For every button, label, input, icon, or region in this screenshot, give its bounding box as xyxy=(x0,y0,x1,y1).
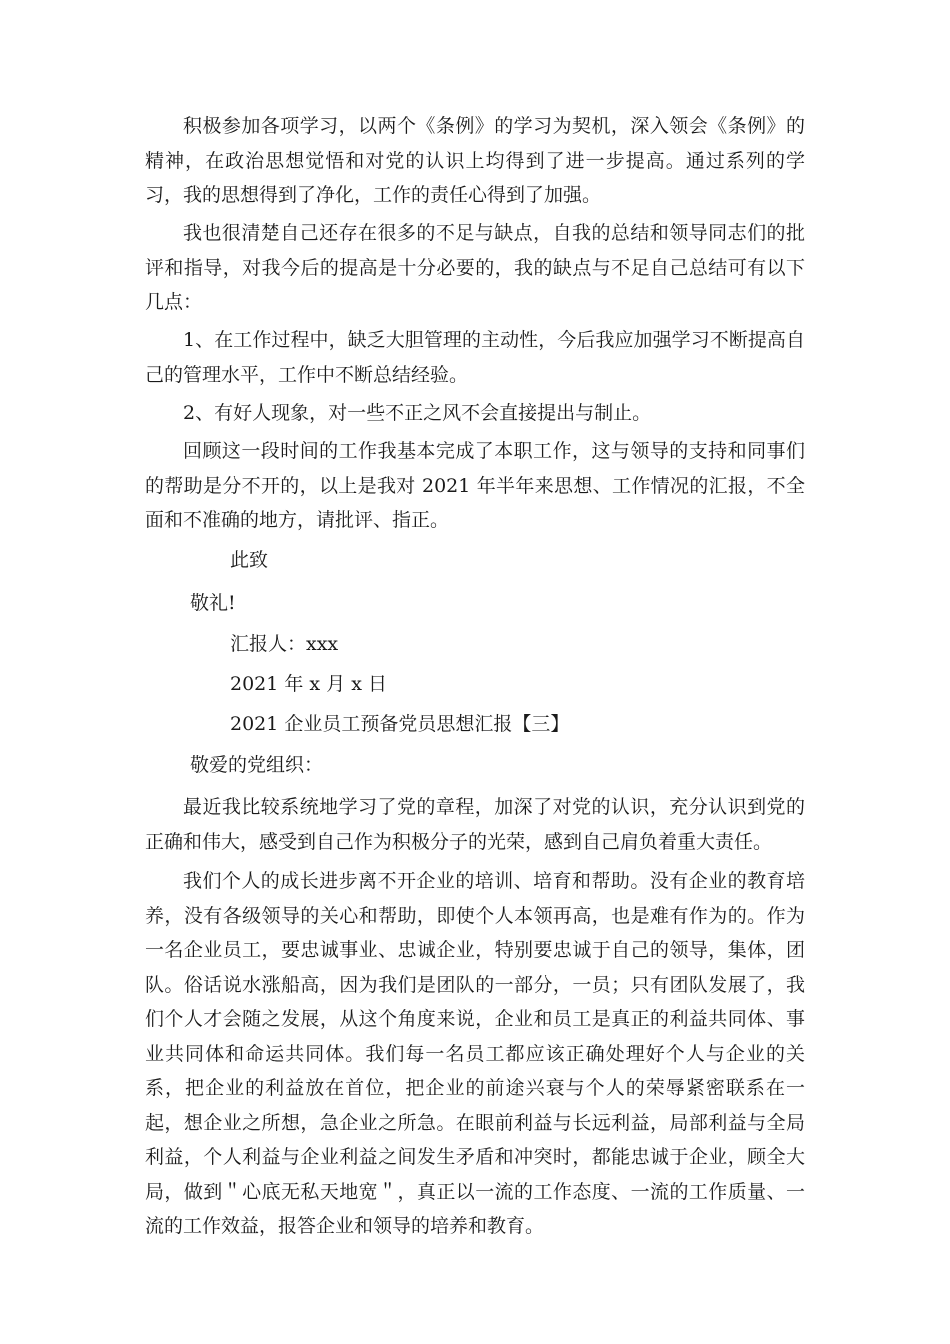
closing-regards: 敬礼! xyxy=(190,592,236,614)
date-line: 2021 年 x 月 x 日 xyxy=(230,673,387,695)
paragraph-point-2: 2、有好人现象，对一些不正之风不会直接提出与制止。 xyxy=(183,402,652,424)
paragraph-enterprise: 我们个人的成长进步离不开企业的培训、培育和帮助。没有企业的教育培养，没有各级领导的关心和帮助，即使个人本领再高，也是难有作为的。作为一名企业员工，要忠诚事业、忠诚企业，特别要忠诚于自己的领导，集体，团队。俗话说水涨船高，因为我们是团队的一部分，一员；只有团队发展了，我们个人才会随之发展，从这个角度来说，企业和员工是真正的利益共同体、事业共同体和命运共同体。我们每一名员工都应该正确处理好个人与企业的关系，把企业的利益放在首位，把企业的前途兴衰与个人的荣辱紧密联系在一起，想企业之所想，急企业之所急。在眼前利益与长远利益，局部利益与全局利益，个人利益与企业利益之间发生矛盾和冲突时，都能忠诚于企业，顾全大局，做到＂心底无私天地宽＂，真正以一流的工作态度、一流的工作质量、一流的工作效益，报答企业和领导的培养和教育。 xyxy=(145,870,805,1237)
paragraph-study: 积极参加各项学习，以两个《条例》的学习为契机，深入领会《条例》的精神，在政治思想觉悟和对党的认识上均得到了进一步提高。通过系列的学习，我的思想得到了净化，工作的责任心得到了加强。 xyxy=(145,115,805,206)
section-title: 2021 企业员工预备党员思想汇报【三】 xyxy=(230,713,570,735)
reporter-line: 汇报人：xxx xyxy=(230,633,339,655)
paragraph-review: 回顾这一段时间的工作我基本完成了本职工作，这与领导的支持和同事们的帮助是分不开的，以上是我对 2021 年半年来思想、工作情况的汇报，不全面和不准确的地方，请批评、指正。 xyxy=(145,440,805,531)
paragraph-shortcomings: 我也很清楚自己还存在很多的不足与缺点，自我的总结和领导同志们的批评和指导，对我今后的提高是十分必要的，我的缺点与不足自己总结可有以下几点： xyxy=(145,222,805,313)
closing-salutation: 此致 xyxy=(230,549,269,571)
paragraph-point-1: 1、在工作过程中，缺乏大胆管理的主动性，今后我应加强学习不断提高自己的管理水平，工作中不断总结经验。 xyxy=(145,329,805,386)
paragraph-party-study: 最近我比较系统地学习了党的章程，加深了对党的认识，充分认识到党的正确和伟大，感受到自己作为积极分子的光荣，感到自己肩负着重大责任。 xyxy=(145,796,805,853)
greeting: 敬爱的党组织： xyxy=(190,754,324,776)
